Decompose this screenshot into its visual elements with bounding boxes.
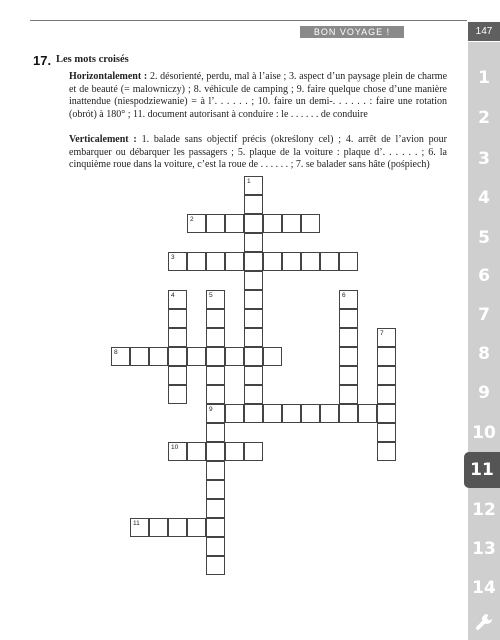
crossword-cell[interactable] <box>225 404 244 423</box>
header-rule <box>30 20 467 21</box>
crossword-cell[interactable] <box>206 461 225 480</box>
crossword-cell[interactable] <box>206 537 225 556</box>
tab-chapter-14[interactable]: 14 <box>472 578 496 598</box>
crossword-cell[interactable] <box>206 214 225 233</box>
crossword-cell[interactable] <box>358 404 377 423</box>
crossword-cell[interactable] <box>168 328 187 347</box>
clue-number: 9 <box>209 406 213 413</box>
crossword-cell[interactable] <box>282 252 301 271</box>
crossword-cell[interactable] <box>187 214 206 233</box>
tab-chapter-3[interactable]: 3 <box>478 149 490 169</box>
crossword-cell[interactable] <box>244 290 263 309</box>
crossword-cell[interactable] <box>168 309 187 328</box>
crossword-cell[interactable] <box>130 518 149 537</box>
crossword-cell[interactable] <box>244 233 263 252</box>
crossword-cell[interactable] <box>130 347 149 366</box>
vertical-clues <box>69 134 447 172</box>
crossword-cell[interactable] <box>339 309 358 328</box>
crossword-cell[interactable] <box>225 347 244 366</box>
crossword-cell[interactable] <box>339 385 358 404</box>
tab-chapter-7[interactable]: 7 <box>478 305 490 325</box>
crossword-cell[interactable] <box>206 347 225 366</box>
crossword-cell[interactable] <box>206 366 225 385</box>
crossword-cell[interactable] <box>225 442 244 461</box>
crossword-cell[interactable] <box>301 404 320 423</box>
horizontal-text: 2. désorienté, perdu, mal à l’aise ; 3. aspect d’un paysage plein de charme et de beauté (= malowniczy) ; 8. véhicule de camping ; 9. faire quelque chose d’une manière inattendue (niespodziewanie) = à l’. . . . . . ; 10. faire un demi-. . . . . . : faire une rotation (obrót) à 180° ; 11. document autorisant à conduire : le . . . . . . de conduire <box>69 71 448 120</box>
crossword-cell[interactable] <box>244 271 263 290</box>
tab-chapter-13[interactable]: 13 <box>472 539 496 559</box>
crossword-cell[interactable] <box>206 404 225 423</box>
crossword-cell[interactable] <box>244 252 263 271</box>
tab-chapter-9[interactable]: 9 <box>478 383 490 403</box>
crossword-cell[interactable] <box>377 366 396 385</box>
running-header: BON VOYAGE ! <box>300 26 404 38</box>
crossword-cell[interactable] <box>320 404 339 423</box>
tab-chapter-1[interactable]: 1 <box>478 68 490 88</box>
crossword-cell[interactable] <box>244 442 263 461</box>
crossword-cell[interactable] <box>168 442 187 461</box>
wrench-icon[interactable] <box>468 604 500 640</box>
crossword-cell[interactable] <box>377 385 396 404</box>
crossword-cell[interactable] <box>244 195 263 214</box>
crossword-cell[interactable] <box>187 252 206 271</box>
clue-number: 7 <box>380 330 384 337</box>
crossword-cell[interactable] <box>111 347 130 366</box>
horizontal-label: Horizontalement : <box>69 71 148 82</box>
clue-number: 10 <box>171 444 179 451</box>
crossword-cell[interactable] <box>168 385 187 404</box>
crossword-cell[interactable] <box>339 328 358 347</box>
crossword-cell[interactable] <box>149 347 168 366</box>
crossword-cell[interactable] <box>301 252 320 271</box>
chapter-tabs <box>468 42 500 640</box>
clue-number: 6 <box>342 292 346 299</box>
crossword-cell[interactable] <box>282 404 301 423</box>
crossword-cell[interactable] <box>206 556 225 575</box>
clue-number: 3 <box>171 254 175 261</box>
crossword-cell[interactable] <box>168 252 187 271</box>
crossword-cell[interactable] <box>168 366 187 385</box>
clue-number: 8 <box>114 349 118 356</box>
crossword-cell[interactable] <box>244 366 263 385</box>
tab-chapter-6[interactable]: 6 <box>478 266 490 286</box>
clue-number: 11 <box>133 520 140 527</box>
crossword-cell[interactable] <box>244 404 263 423</box>
tab-chapter-11[interactable]: 11 <box>464 452 500 488</box>
crossword-cell[interactable] <box>320 252 339 271</box>
crossword-cell[interactable] <box>263 404 282 423</box>
crossword-cell[interactable] <box>225 252 244 271</box>
tab-chapter-2[interactable]: 2 <box>478 108 490 128</box>
crossword-cell[interactable] <box>244 385 263 404</box>
page-number: 147 <box>468 22 500 41</box>
crossword-cell[interactable] <box>168 347 187 366</box>
tab-chapter-10[interactable]: 10 <box>472 423 496 443</box>
crossword-cell[interactable] <box>206 252 225 271</box>
tab-chapter-4[interactable]: 4 <box>478 188 490 208</box>
clue-number: 5 <box>209 292 213 299</box>
crossword-cell[interactable] <box>244 176 263 195</box>
crossword-cell[interactable] <box>206 518 225 537</box>
crossword-cell[interactable] <box>187 347 206 366</box>
crossword-cell[interactable] <box>339 252 358 271</box>
crossword-cell[interactable] <box>187 442 206 461</box>
crossword-cell[interactable] <box>168 290 187 309</box>
crossword-cell[interactable] <box>206 309 225 328</box>
crossword-cell[interactable] <box>225 214 244 233</box>
vertical-text: 1. balade sans objectif précis (określony cel) ; 4. arrêt de l’avion pour embarquer ou débarquer les passagers ; 5. plaque de la voiture : plaque d’. . . . . . ; 6. la cinquième roue dans la voiture, c’est la roue de . . . . . . ; 7. se balader sans hâte (pośpiech) <box>69 134 447 171</box>
vertical-label: Verticalement : <box>69 134 137 145</box>
horizontal-clues <box>69 71 447 121</box>
crossword-cell[interactable] <box>206 328 225 347</box>
tab-chapter-12[interactable]: 12 <box>472 500 496 520</box>
crossword-cell[interactable] <box>206 423 225 442</box>
crossword-cell[interactable] <box>244 347 263 366</box>
crossword-cell[interactable] <box>187 518 206 537</box>
crossword-cell[interactable] <box>206 442 225 461</box>
crossword-cell[interactable] <box>377 404 396 423</box>
crossword-cell[interactable] <box>244 214 263 233</box>
exercise-number: 17. <box>33 53 52 68</box>
crossword-cell[interactable] <box>263 214 282 233</box>
crossword-cell[interactable] <box>339 366 358 385</box>
tab-chapter-8[interactable]: 8 <box>478 344 490 364</box>
crossword-cell[interactable] <box>339 347 358 366</box>
crossword-cell[interactable] <box>377 347 396 366</box>
crossword-cell[interactable] <box>339 290 358 309</box>
clue-number: 2 <box>190 216 194 223</box>
crossword-cell[interactable] <box>301 214 320 233</box>
crossword-cell[interactable] <box>168 518 187 537</box>
crossword-cell[interactable] <box>206 499 225 518</box>
crossword-cell[interactable] <box>244 309 263 328</box>
clue-number: 1 <box>247 178 251 185</box>
crossword-cell[interactable] <box>244 328 263 347</box>
crossword-cell[interactable] <box>206 480 225 499</box>
crossword-cell[interactable] <box>263 252 282 271</box>
crossword-cell[interactable] <box>206 385 225 404</box>
crossword-cell[interactable] <box>377 423 396 442</box>
crossword-cell[interactable] <box>339 404 358 423</box>
crossword-cell[interactable] <box>282 214 301 233</box>
clue-number: 4 <box>171 292 175 299</box>
crossword-cell[interactable] <box>377 328 396 347</box>
exercise-title: Les mots croisés <box>56 54 129 65</box>
crossword-cell[interactable] <box>206 290 225 309</box>
tab-chapter-5[interactable]: 5 <box>478 228 490 248</box>
crossword-cell[interactable] <box>377 442 396 461</box>
crossword-cell[interactable] <box>149 518 168 537</box>
crossword-cell[interactable] <box>263 347 282 366</box>
